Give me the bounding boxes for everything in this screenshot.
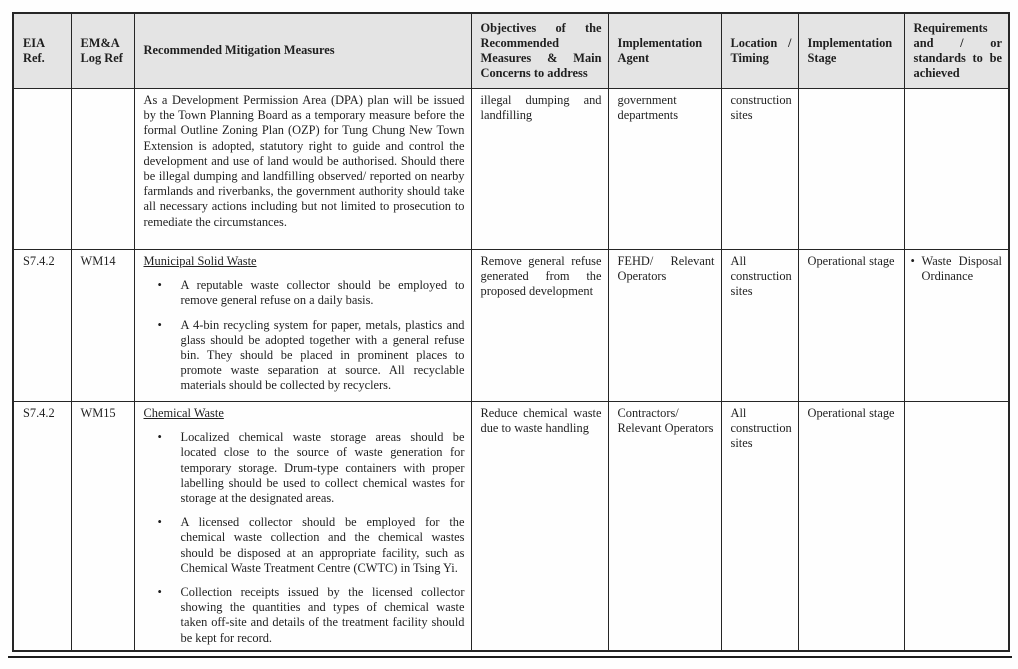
bullet-icon: • (157, 317, 162, 332)
measure-paragraph: As a Development Permission Area (DPA) plan will be issued by the Town Planning Board as a temporary measure before the formal Outline Zoning Plan (OZP) for Tung Chung New Town Extension is adopted, statutory right to guide and control the development and use of land would be authorised. Should there be illegal dumping and landfilling observed/ reported on nearby farmlands and riverbanks, the government authority should take all necessary actions including but not limited to prosecution to remediate the circumstances. (143, 93, 465, 229)
header-row (13, 13, 1009, 89)
cell-objectives: illegal dumping and landfilling (471, 89, 608, 250)
measure-heading: Municipal Solid Waste (143, 254, 257, 268)
measure-bullet (144, 318, 465, 394)
measure-heading: Chemical Waste (143, 406, 224, 420)
table-row-wm15 (13, 402, 1009, 651)
cell-ema-log-ref: WM14 (71, 250, 134, 402)
cell-agent: Contractors/ Relevant Operators (608, 402, 721, 651)
header-implementation-agent (608, 13, 721, 89)
header-ema-log-ref (71, 13, 134, 89)
table-continuation-rule (8, 656, 1012, 658)
cell-location-timing: All construction sites (721, 402, 798, 651)
header-label: EIA Ref. (23, 35, 46, 65)
cell-location-timing: All construction sites (721, 250, 798, 402)
measure-bullet (144, 278, 465, 308)
header-location-timing (721, 13, 798, 89)
header-implementation-stage (798, 13, 904, 89)
cell-eia-ref (13, 89, 71, 250)
measure-bullet (144, 585, 465, 646)
cell-ema-log-ref: WM15 (71, 402, 134, 651)
measure-bullet (144, 430, 465, 506)
bullet-text: A licensed collector should be employed for the chemical waste collection and the chemical wastes should be disposed at an appropriate facility, such as Chemical Waste Treatment Centre (CWTC) in Tsing Yi. (180, 515, 465, 575)
cell-stage (798, 89, 904, 250)
bullet-text: A reputable waste collector should be employed to remove general refuse on a daily basis. (180, 278, 465, 308)
header-label: Location / Timing (730, 35, 792, 65)
cell-requirements (904, 250, 1009, 402)
cell-measures (134, 250, 471, 402)
cell-location-timing: construction sites (721, 89, 798, 250)
mitigation-measures-table (12, 12, 1010, 652)
cell-ema-log-ref (71, 89, 134, 250)
cell-eia-ref: S7.4.2 (13, 250, 71, 402)
cell-measures (134, 402, 471, 651)
cell-agent: FEHD/ Relevant Operators (608, 250, 721, 402)
cell-requirements (904, 89, 1009, 250)
cell-eia-ref: S7.4.2 (13, 402, 71, 651)
bullet-icon: • (157, 585, 162, 600)
header-label: EM&A Log Ref (80, 35, 123, 65)
bullet-icon: • (157, 430, 162, 445)
header-recommended-measures (134, 13, 471, 89)
bullet-text: Collection receipts issued by the licensed collector showing the quantities and types of chemical waste taken off-site and details of the treatment facility should be kept for record. (180, 585, 465, 645)
header-objectives (471, 13, 608, 89)
header-label: Recommended Mitigation Measures (143, 43, 335, 58)
table-body (13, 89, 1009, 651)
cell-measures (134, 89, 471, 250)
cell-requirements (904, 402, 1009, 651)
header-label: Requirements and / or standards to be achieved (913, 20, 1002, 81)
header-eia-ref (13, 13, 71, 89)
cell-agent: government departments (608, 89, 721, 250)
requirement-bullet (911, 254, 1003, 284)
cell-objectives: Reduce chemical waste due to waste handling (471, 402, 608, 651)
bullet-icon: • (157, 515, 162, 530)
table-row-dpa (13, 89, 1009, 250)
bullet-text: A 4-bin recycling system for paper, metals, plastics and glass should be adopted together with a general refuse bin. They should be placed in prominent places to promote waste separation at source. All recyclable materials should be collected by recyclers. (180, 317, 465, 393)
cell-objectives: Remove general refuse generated from the proposed development (471, 250, 608, 402)
table-row-wm14 (13, 250, 1009, 402)
measure-bullet (144, 515, 465, 576)
table-header (13, 13, 1009, 89)
bullet-text: Localized chemical waste storage areas should be located close to the source of waste generation for temporary storage. Drum-type containers with proper labelling should be used to collect chemical wastes for storage at the designated areas. (180, 430, 465, 506)
header-label: Implementation Agent (617, 35, 703, 65)
header-label: Objectives of the Recommended Measures & Main Concerns to address (480, 20, 602, 81)
bullet-icon: • (157, 278, 162, 293)
bullet-icon: • (910, 254, 915, 268)
cell-stage: Operational stage (798, 250, 904, 402)
header-requirements (904, 13, 1009, 89)
header-label: Implementation Stage (807, 35, 893, 65)
cell-stage: Operational stage (798, 402, 904, 651)
requirement-text: Waste Disposal Ordinance (921, 254, 1002, 284)
